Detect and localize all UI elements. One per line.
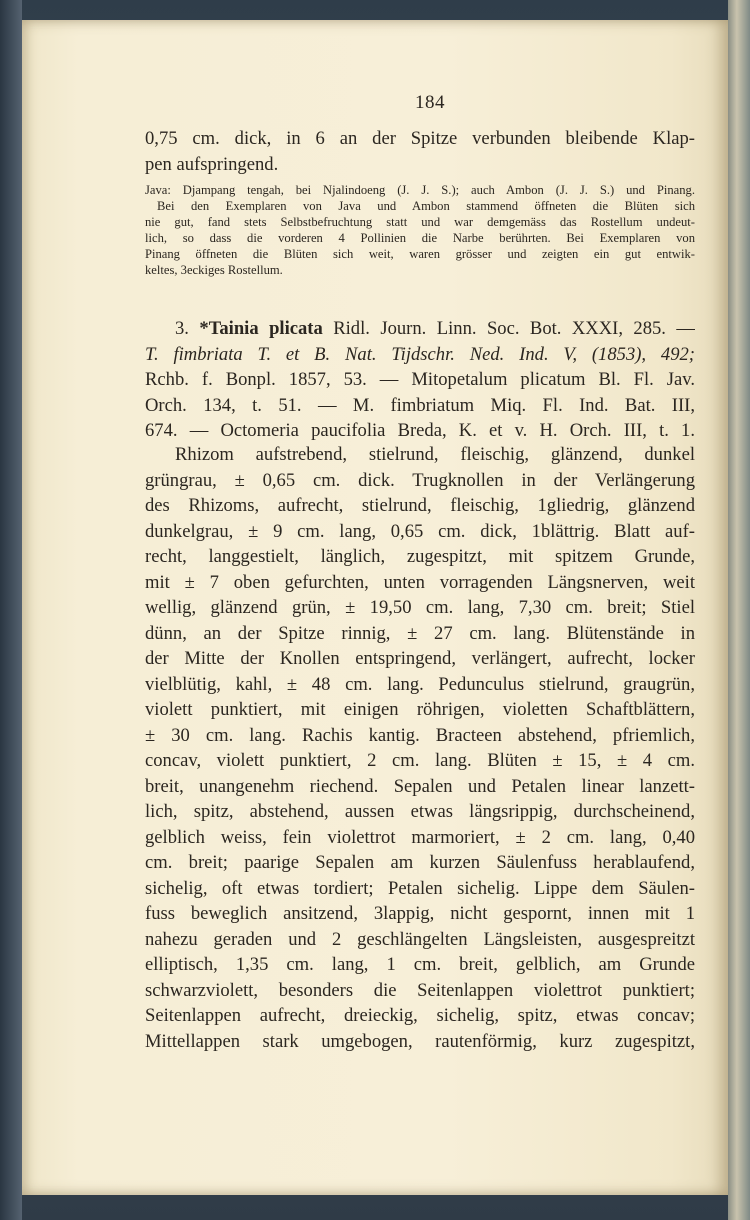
- species-name: *Tainia plicata: [199, 318, 323, 339]
- synonym-line: Orch. 134, t. 51. — M. fimbriatum Miq. Fl. Ind. Bat. III,: [145, 394, 695, 416]
- note-line: Bei den Exemplaren von Java und Ambon stammend öffneten die Blüten sich: [157, 199, 695, 213]
- note-line: lich, so dass die vorderen 4 Pollinien die Narbe berührten. Bei Exemplaren von: [145, 231, 695, 245]
- right-page-edge: [728, 0, 750, 1220]
- synonym-line: Rchb. f. Bonpl. 1857, 53. — Mitopetalum plicatum Bl. Fl. Jav.: [145, 369, 695, 390]
- description-line: Seitenlappen aufrecht, dreieckig, sichelig, spitz, etwas concav;: [145, 1005, 695, 1026]
- description-line: wellig, glänzend grün, ± 19,50 cm. lang, 7,30 cm. breit; Stiel: [145, 597, 695, 618]
- intro-paragraph: [145, 126, 695, 177]
- description-line: nahezu geraden und 2 geschlängelten Längsleisten, ausgespreitzt: [145, 928, 695, 950]
- description-line: grüngrau, ± 0,65 cm. dick. Trugknollen in der Verlängerung: [145, 469, 695, 491]
- page-number: 184: [415, 92, 445, 113]
- description-line: dünn, an der Spitze rinnig, ± 27 cm. lang. Blütenstände in: [145, 622, 695, 644]
- description-line: der Mitte der Knollen entspringend, verlängert, aufrecht, locker: [145, 648, 695, 669]
- species-line-first: [145, 316, 695, 342]
- description-line: fuss beweglich ansitzend, 3lappig, nicht gespornt, innen mit 1: [145, 903, 695, 924]
- note-line: Pinang öffneten die Blüten sich weit, waren grösser und zeigten ein gut entwik-: [145, 247, 695, 261]
- description-line: lich, spitz, abstehend, aussen etwas längsrippig, durchscheinend,: [145, 801, 695, 822]
- species-number: 3.: [175, 318, 189, 339]
- note-line: nie gut, fand stets Selbstbefruchtung statt und war demgemäss das Rostellum undeut-: [145, 215, 695, 229]
- description-line: Mittellappen stark umgebogen, rautenförmig, kurz zugespitzt,: [145, 1030, 695, 1052]
- description-line: elliptisch, 1,35 cm. lang, 1 cm. breit, gelblich, am Grunde: [145, 954, 695, 975]
- intro-line: 0,75 cm. dick, in 6 an der Spitze verbunden bleibende Klap-: [145, 128, 695, 149]
- synonym-line: 674. — Octomeria paucifolia Breda, K. et v. H. Orch. III, t. 1.: [145, 420, 695, 441]
- description-line: ± 30 cm. lang. Rachis kantig. Bracteen abstehend, pfriemlich,: [145, 724, 695, 746]
- description-line: vielblütig, kahl, ± 48 cm. lang. Pedunculus stielrund, graugrün,: [145, 673, 695, 695]
- description-line: concav, violett punktiert, 2 cm. lang. Blüten ± 15, ± 4 cm.: [145, 750, 695, 771]
- description-line: cm. breit; paarige Sepalen am kurzen Säulenfuss herablaufend,: [145, 852, 695, 873]
- species-heading: [145, 316, 695, 444]
- locality-note: [145, 182, 695, 278]
- note-line: keltes, 3eckiges Rostellum.: [145, 263, 283, 277]
- species-citation: Ridl. Journ. Linn. Soc. Bot. XXXI, 285. —: [333, 318, 695, 339]
- description-line: recht, langgestielt, länglich, zugespitzt, mit spitzem Grunde,: [145, 546, 695, 567]
- description-line: sichelig, oft etwas tordiert; Petalen sichelig. Lippe dem Säulen-: [145, 877, 695, 899]
- description-line: des Rhizoms, aufrecht, stielrund, fleischig, 1gliedrig, glänzend: [145, 495, 695, 516]
- description-line: gelblich weiss, fein violettrot marmoriert, ± 2 cm. lang, 0,40: [145, 826, 695, 848]
- description-paragraph: [145, 442, 695, 1054]
- description-line: violett punktiert, mit einigen röhrigen, violetten Schaftblättern,: [145, 699, 695, 720]
- synonym-line: T. fimbriata T. et B. Nat. Tijdschr. Ned. Ind. V, (1853), 492;: [145, 343, 695, 365]
- description-line: breit, unangenehm riechend. Sepalen und Petalen linear lanzett-: [145, 775, 695, 797]
- description-line: schwarzviolett, besonders die Seitenlappen violettrot punktiert;: [145, 979, 695, 1001]
- description-line: dunkelgrau, ± 9 cm. lang, 0,65 cm. dick, 1blättrig. Blatt auf-: [145, 520, 695, 542]
- note-line: Java: Djampang tengah, bei Njalindoeng (J. J. S.); auch Ambon (J. J. S.) und Pinang.: [145, 183, 695, 197]
- left-page-edge: [0, 0, 22, 1220]
- description-line: Rhizom aufstrebend, stielrund, fleischig, glänzend, dunkel: [175, 444, 695, 465]
- description-line: mit ± 7 oben gefurchten, unten vorragenden Längsnerven, weit: [145, 571, 695, 593]
- intro-line: pen aufspringend.: [145, 153, 279, 175]
